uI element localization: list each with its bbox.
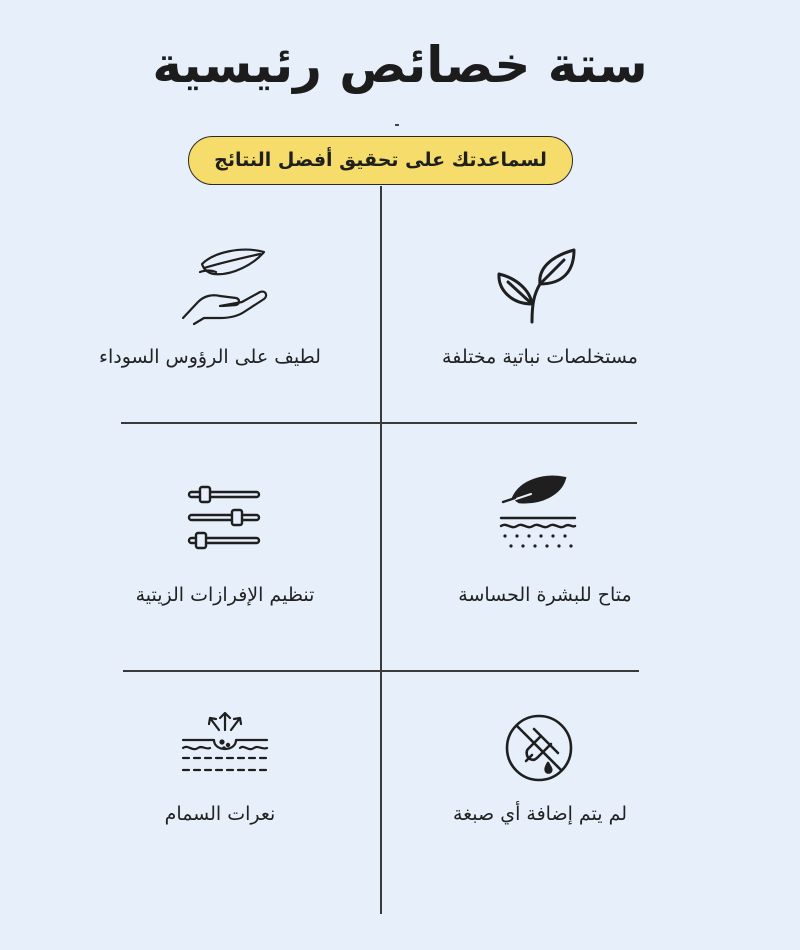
horizontal-divider-top xyxy=(121,422,637,424)
feature-label-oil-regulation: تنظيم الإفرازات الزيتية xyxy=(135,584,315,606)
no-dye-dropper-icon xyxy=(504,713,574,783)
feature-label-no-dye: لم يتم إضافة أي صبغة xyxy=(452,803,628,825)
subtitle-badge: لسماعدتك على تحقيق أفضل النتائج xyxy=(188,136,573,185)
feature-label-sensitive-skin: متاح للبشرة الحساسة xyxy=(458,584,632,606)
horizontal-divider-bottom xyxy=(123,670,639,672)
page-title: ستة خصائص رئيسية xyxy=(152,36,648,94)
sensitive-skin-leaf-icon xyxy=(497,472,579,552)
vertical-divider xyxy=(380,186,382,914)
feature-label-gentle-blackheads: لطيف على الرؤوس السوداء xyxy=(99,346,321,368)
decorative-mark xyxy=(395,124,399,126)
feather-hand-icon xyxy=(180,246,270,326)
plant-sprout-icon xyxy=(496,246,576,326)
sliders-icon xyxy=(186,484,262,550)
feature-label-pores: نعرات السمام xyxy=(164,803,276,825)
feature-label-plant-extracts: مستخلصات نباتية مختلفة xyxy=(442,346,638,368)
pore-unclog-icon xyxy=(180,710,270,778)
